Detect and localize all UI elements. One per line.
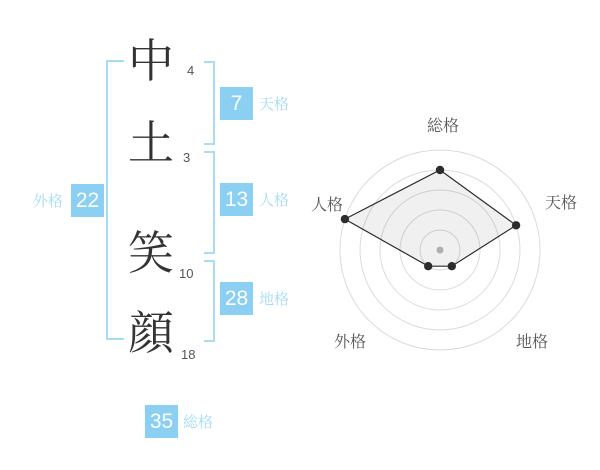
name-char-4: 顔 <box>128 307 174 359</box>
chikaku-bracket <box>204 260 215 342</box>
tenkaku-value-box: 7 <box>220 87 253 120</box>
radar-axis-label-jinkaku: 人格 <box>311 197 344 214</box>
radar-point <box>424 262 432 270</box>
chikaku-value-box: 28 <box>220 282 253 315</box>
stroke-count-3: 10 <box>179 266 194 281</box>
radar-point <box>436 166 444 174</box>
stroke-count-1: 4 <box>187 63 195 78</box>
radar-polygon <box>345 170 516 266</box>
radar-axis-label-tenkaku: 天格 <box>545 195 578 212</box>
name-char-3: 笑 <box>128 227 174 279</box>
chikaku-label: 地格 <box>259 291 290 308</box>
jinkaku-label: 人格 <box>259 192 290 209</box>
radar-axis-label-gaikaku: 外格 <box>334 334 367 351</box>
soukaku-value-box: 35 <box>145 405 178 438</box>
jinkaku-bracket <box>204 151 215 254</box>
radar-point <box>448 262 456 270</box>
name-char-1: 中 <box>128 35 174 87</box>
gaikaku-label: 外格 <box>33 193 64 210</box>
tenkaku-bracket <box>204 61 215 145</box>
stroke-count-4: 18 <box>181 347 196 362</box>
gaikaku-value-box: 22 <box>71 184 104 217</box>
radar-axis-label-soukaku: 総格 <box>427 118 460 135</box>
radar-point <box>341 215 349 223</box>
jinkaku-value-box: 13 <box>220 183 253 216</box>
radar-axis-label-chikaku: 地格 <box>516 334 549 351</box>
tenkaku-label: 天格 <box>259 96 290 113</box>
radar-point <box>512 221 520 229</box>
name-char-2: 土 <box>128 117 174 169</box>
stroke-count-2: 3 <box>183 150 191 165</box>
gaikaku-bracket <box>106 60 124 340</box>
soukaku-label: 総格 <box>183 414 214 431</box>
